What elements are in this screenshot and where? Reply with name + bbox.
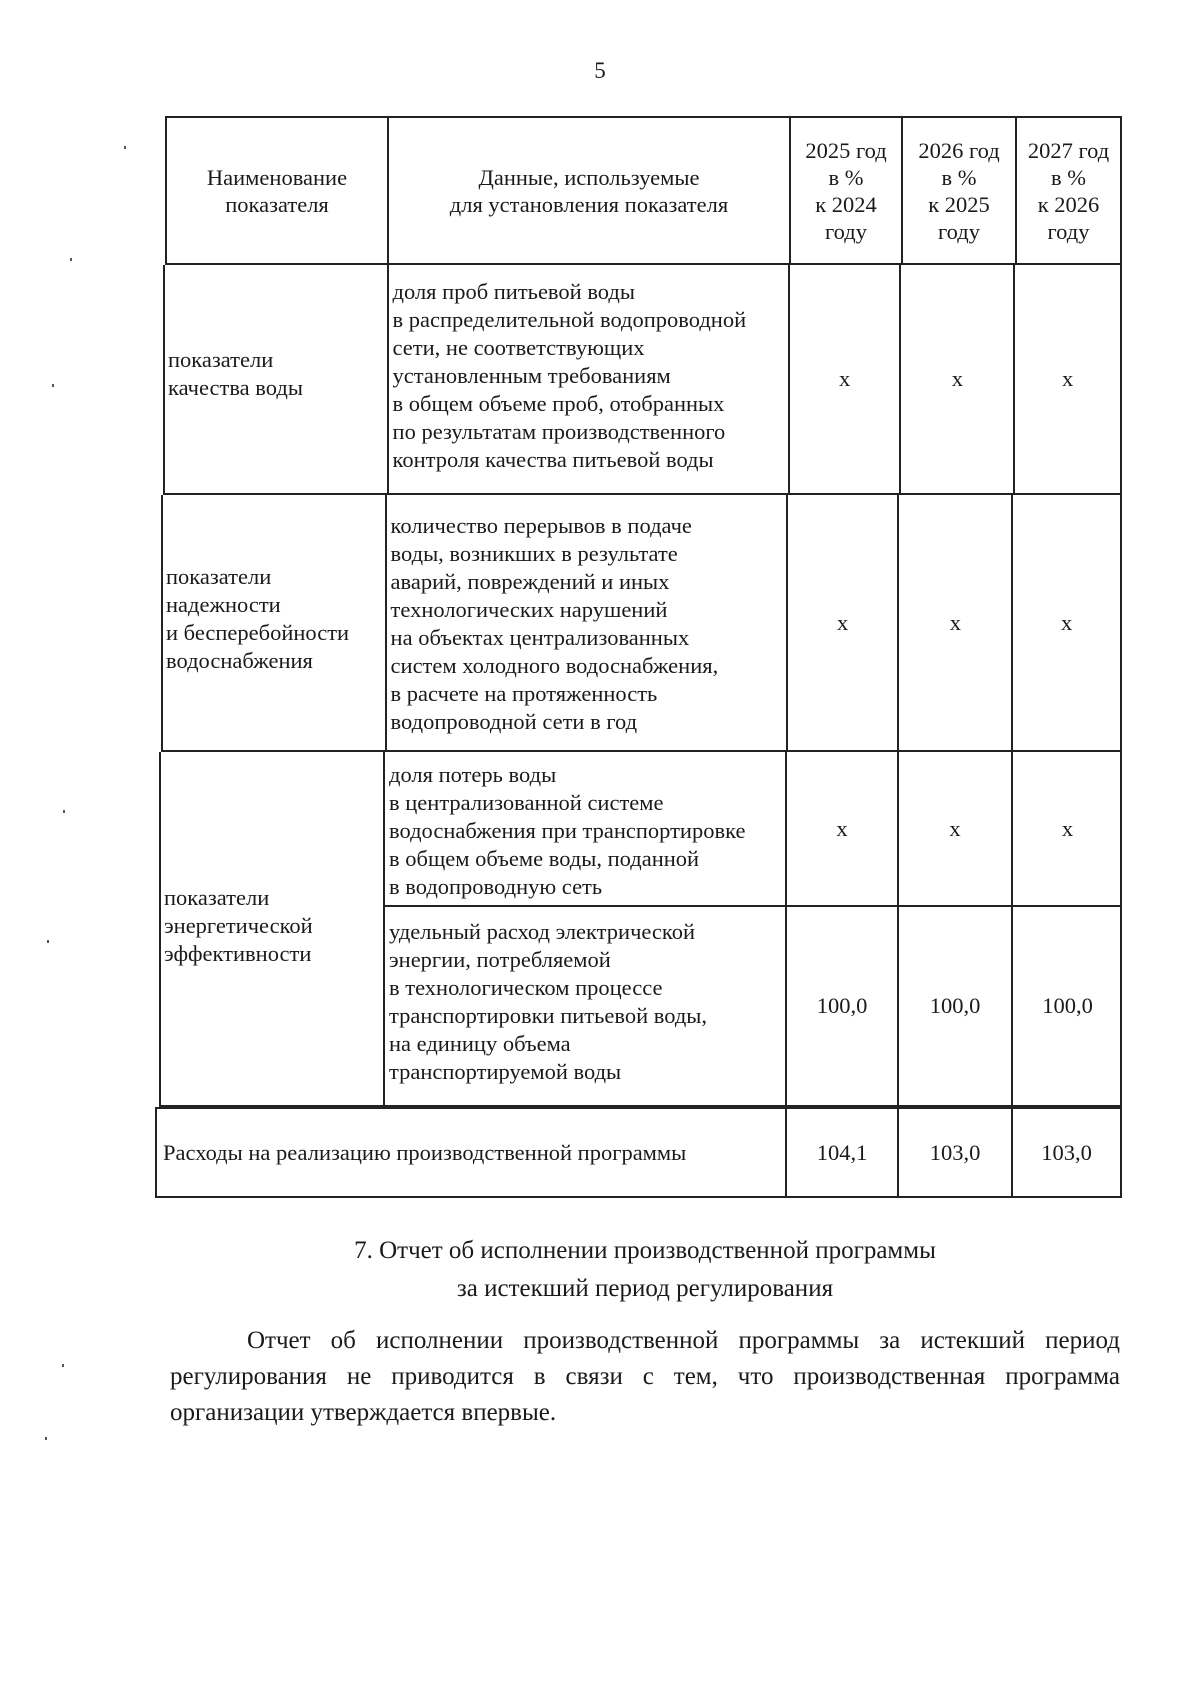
row-value-2025: х — [790, 265, 902, 493]
row-value-2027: х — [1060, 609, 1073, 635]
header-2026: 2026 год в % к 2025 году — [903, 118, 1017, 263]
energy-subrow — [385, 752, 1122, 907]
row-value-2027: х — [1062, 366, 1074, 391]
header-data: Данные, используемые для установления показателя — [389, 118, 791, 263]
table-row-energy — [159, 752, 1122, 1107]
row-name: показатели качества воды — [165, 265, 389, 493]
margin-mark — [63, 810, 65, 813]
row-data: доля проб питьевой воды в распределительной водопроводной сети, не соответствующих установленным требованиям в общем объеме проб, отобранных по результатам производственного контроля качества питьевой воды — [389, 265, 790, 493]
table-row — [163, 265, 1122, 495]
table-header — [165, 116, 1122, 265]
total-value-2027: 103,0 — [1041, 1139, 1092, 1165]
row-name: показатели надежности и бесперебойности водоснабжения — [163, 495, 387, 750]
subrow-value-2026: 100,0 — [899, 907, 1013, 1105]
paragraph-text: Отчет об исполнении производственной программы за истекший период регулирования не приводится в связи с тем, что производственная программа организации утверждается впервые. — [170, 1327, 1120, 1426]
energy-subrow — [385, 907, 1122, 1105]
subrow-data: доля потерь воды в централизованной системе водоснабжения при транспортировке в общем объеме воды, поданной в водопроводную сеть — [385, 752, 787, 905]
row-value-2026: х — [901, 265, 1015, 493]
section-heading: 7. Отчет об исполнении производственной программы за истекший период регулирования — [354, 1237, 936, 1302]
page-number: 5 — [594, 58, 606, 83]
row-value-2026: х — [899, 495, 1013, 750]
subrow-value-2027: х — [1061, 815, 1074, 841]
subrow-data: удельный расход электрической энергии, потребляемой в технологическом процессе транспортировки питьевой воды, на единицу объема транспортируемой воды — [385, 907, 787, 1105]
margin-mark — [124, 146, 126, 149]
margin-mark — [70, 258, 72, 261]
margin-mark — [52, 384, 54, 387]
margin-mark — [62, 1364, 64, 1367]
margin-mark — [47, 940, 49, 943]
table-row — [161, 495, 1122, 752]
header-name: Наименование показателя — [167, 118, 389, 263]
subrow-value-2025: 100,0 — [787, 907, 899, 1105]
total-value-2025: 104,1 — [787, 1109, 899, 1196]
subrow-value-2025: х — [787, 752, 899, 905]
header-2025: 2025 год в % к 2024 году — [791, 118, 903, 263]
table-total-row — [155, 1107, 1122, 1198]
total-value-2026: 103,0 — [899, 1109, 1013, 1196]
row-value-2025: х — [788, 495, 900, 750]
row-data: количество перерывов в подаче воды, возникших в результате аварий, повреждений и иных технологических нарушений на объектах централизованных систем холодного водоснабжения, в расчете на протяженность водопроводной сети в год — [387, 495, 788, 750]
margin-mark — [45, 1437, 47, 1440]
subrow-value-2027: 100,0 — [1042, 993, 1093, 1018]
section-paragraph — [170, 1323, 1120, 1431]
header-2027: 2027 год в % к 2026 году — [1027, 137, 1110, 244]
row-name: показатели энергетической эффективности — [161, 752, 385, 1105]
subrow-value-2026: х — [899, 752, 1013, 905]
total-label: Расходы на реализацию производственной программы — [157, 1109, 787, 1196]
